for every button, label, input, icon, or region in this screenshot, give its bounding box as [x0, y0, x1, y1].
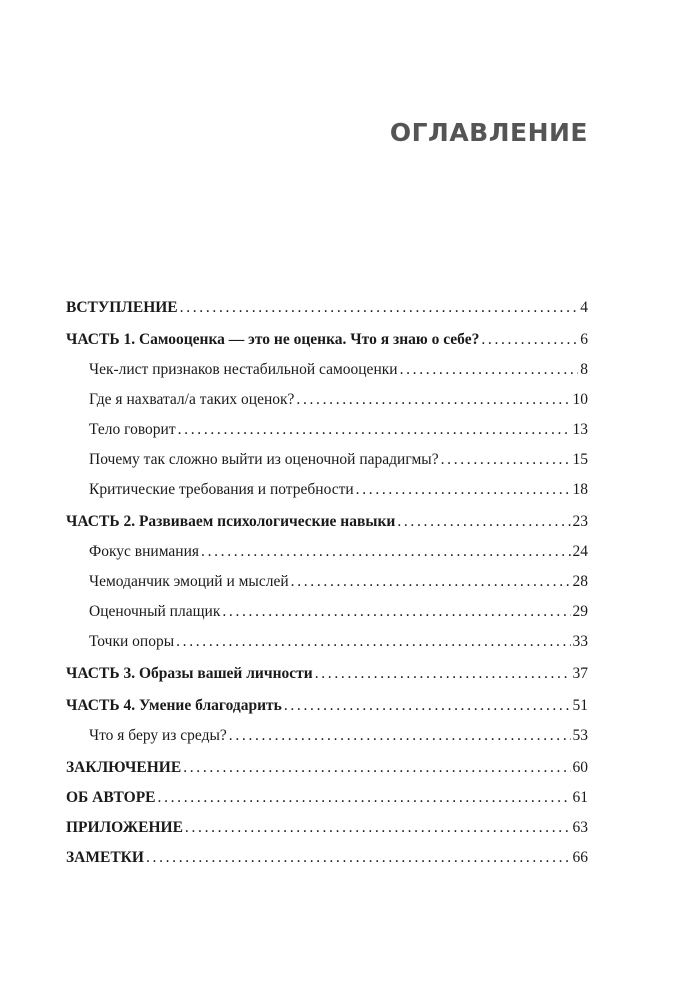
toc-entry-label: Что я беру из среды?: [89, 727, 227, 744]
toc-entry-label: Чемоданчик эмоций и мыслей: [89, 573, 289, 590]
toc-entry[interactable]: [66, 597, 588, 627]
toc-page-number: 10: [572, 391, 588, 408]
toc-entry[interactable]: [66, 293, 588, 323]
toc-entry[interactable]: [66, 691, 588, 721]
toc-entry-label: Тело говорит: [89, 421, 176, 438]
toc-entry[interactable]: [66, 325, 588, 355]
toc-page-number: 61: [572, 789, 588, 806]
toc-page-number: 63: [572, 819, 588, 836]
toc-leader-dots: [397, 507, 570, 537]
toc-entry-label: Фокус внимания: [89, 543, 200, 560]
toc-page-number: 60: [572, 759, 588, 776]
toc-entry[interactable]: [66, 627, 588, 657]
toc-entry[interactable]: [66, 659, 588, 689]
toc-leader-dots: [315, 659, 571, 689]
toc-page-number: 4: [580, 299, 588, 316]
toc-entry[interactable]: [66, 753, 588, 783]
toc-page-number: 24: [572, 543, 588, 560]
toc-entry[interactable]: [66, 445, 588, 475]
toc-leader-dots: [180, 293, 579, 323]
toc-page-number: 29: [572, 603, 588, 620]
toc-entry[interactable]: [66, 783, 588, 813]
toc-leader-dots: [296, 385, 570, 415]
toc-leader-dots: [146, 843, 571, 873]
page-title: ОГЛАВЛЕНИЕ: [389, 118, 588, 147]
toc-leader-dots: [178, 415, 571, 445]
toc-page-number: 15: [572, 451, 588, 468]
toc-leader-dots: [222, 597, 570, 627]
toc-entry-label: ВСТУПЛЕНИЕ: [66, 299, 178, 316]
toc-entry-label: ПРИЛОЖЕНИЕ: [66, 819, 183, 836]
toc-entry[interactable]: [66, 385, 588, 415]
toc-page-number: 33: [572, 633, 588, 650]
toc-page-number: 66: [572, 849, 588, 866]
toc-page-number: 6: [580, 331, 588, 348]
toc-entry-label: ЧАСТЬ 2. Развиваем психологические навыки: [66, 513, 396, 530]
toc-leader-dots: [158, 783, 571, 813]
toc-entry-label: Где я нахватал/а таких оценок?: [89, 391, 295, 408]
toc-page-number: 37: [572, 665, 588, 682]
toc-entry-label: ЧАСТЬ 1. Самооценка — это не оценка. Что я знаю о себе?: [66, 331, 480, 348]
toc-page-number: 53: [572, 727, 588, 744]
toc-leader-dots: [441, 445, 571, 475]
toc-page-number: 23: [572, 513, 588, 530]
toc-page-number: 18: [572, 481, 588, 498]
table-of-contents: [66, 293, 588, 873]
toc-leader-dots: [201, 537, 570, 567]
toc-leader-dots: [229, 721, 571, 751]
toc-entry-label: ОБ АВТОРЕ: [66, 789, 156, 806]
toc-entry[interactable]: [66, 355, 588, 385]
toc-page-number: 51: [572, 697, 588, 714]
toc-entry[interactable]: [66, 813, 588, 843]
toc-entry[interactable]: [66, 721, 588, 751]
toc-entry[interactable]: [66, 843, 588, 873]
toc-entry-label: ЧАСТЬ 4. Умение благодарить: [66, 697, 282, 714]
toc-entry[interactable]: [66, 475, 588, 505]
toc-entry[interactable]: [66, 415, 588, 445]
toc-entry-label: ЗАМЕТКИ: [66, 849, 144, 866]
toc-entry-label: Точки опоры: [89, 633, 175, 650]
toc-leader-dots: [400, 355, 579, 385]
toc-page-number: 8: [580, 361, 588, 378]
toc-entry[interactable]: [66, 567, 588, 597]
toc-leader-dots: [481, 325, 578, 355]
toc-leader-dots: [176, 627, 570, 657]
toc-page-number: 28: [572, 573, 588, 590]
toc-entry-label: Почему так сложно выйти из оценочной парадигмы?: [89, 451, 439, 468]
toc-entry-label: ЧАСТЬ 3. Образы вашей личности: [66, 665, 313, 682]
toc-entry-label: Оценочный плащик: [89, 603, 221, 620]
toc-page-number: 13: [572, 421, 588, 438]
toc-leader-dots: [284, 691, 571, 721]
toc-entry[interactable]: [66, 537, 588, 567]
toc-entry-label: ЗАКЛЮЧЕНИЕ: [66, 759, 182, 776]
toc-entry-label: Критические требования и потребности: [89, 481, 354, 498]
toc-leader-dots: [356, 475, 571, 505]
toc-entry[interactable]: [66, 507, 588, 537]
toc-leader-dots: [185, 813, 571, 843]
toc-entry-label: Чек-лист признаков нестабильной самооценки: [89, 361, 398, 378]
toc-leader-dots: [291, 567, 571, 597]
toc-leader-dots: [183, 753, 570, 783]
